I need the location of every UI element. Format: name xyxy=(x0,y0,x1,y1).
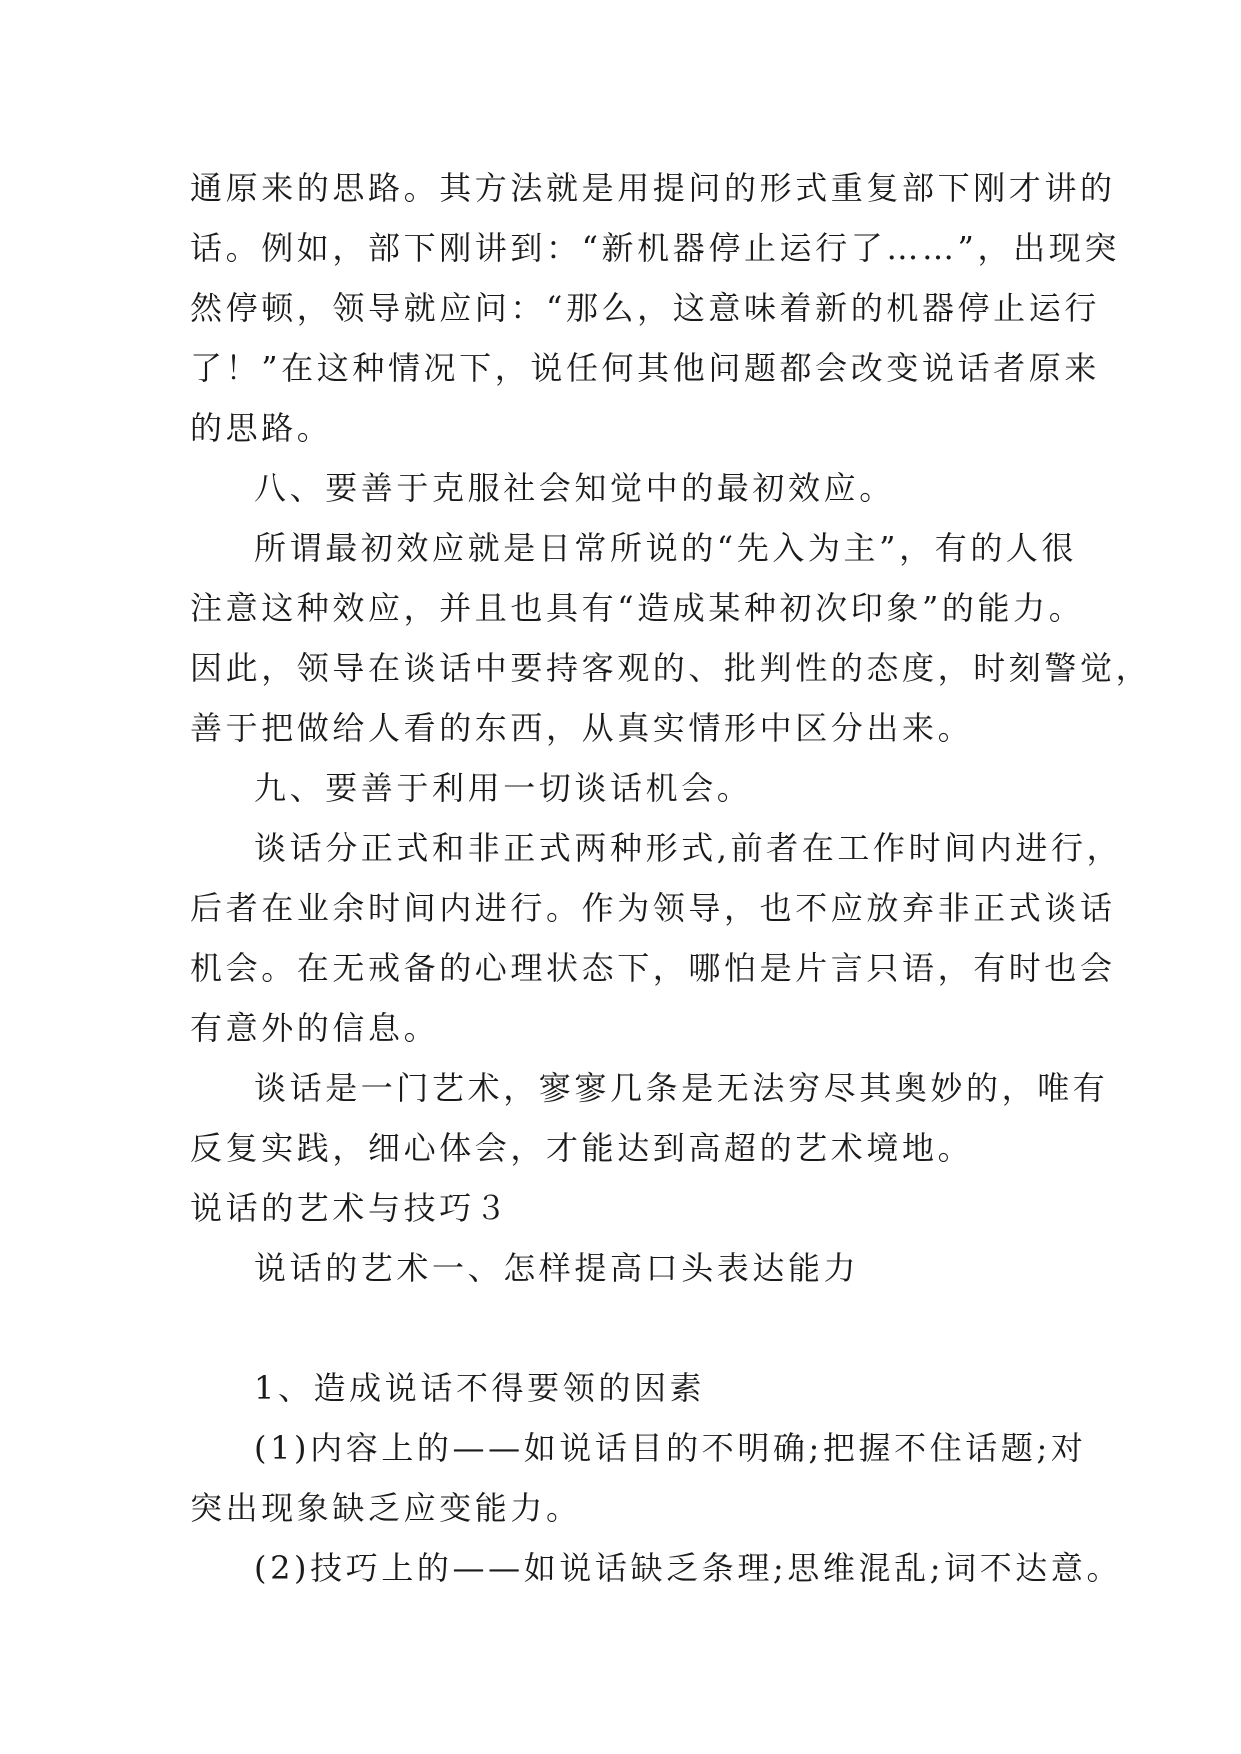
paragraph-line: 了！”在这种情况下，说任何其他问题都会改变说话者原来 xyxy=(190,349,1100,387)
paragraph-line: 突出现象缺乏应变能力。 xyxy=(190,1489,582,1527)
paragraph-line: 有意外的信息。 xyxy=(190,1009,440,1047)
section-heading: 八、要善于克服社会知觉中的最初效应。 xyxy=(254,469,895,507)
paragraph-line: 然停顿，领导就应问：“那么，这意味着新的机器停止运行 xyxy=(190,289,1100,327)
paragraph-line: 谈话是一门艺术，寥寥几条是无法穷尽其奥妙的，唯有 xyxy=(254,1069,1109,1107)
paragraph-line: 注意这种效应，并且也具有“造成某种初次印象”的能力。 xyxy=(190,589,1085,627)
paragraph-line: 后者在业余时间内进行。作为领导，也不应放弃非正式谈话 xyxy=(190,889,1116,927)
article-title: 说话的艺术与技巧３ xyxy=(190,1189,511,1227)
paragraph-line: 善于把做给人看的东西，从真实情形中区分出来。 xyxy=(190,709,974,747)
section-heading: 九、要善于利用一切谈话机会。 xyxy=(254,769,753,807)
paragraph-line: 通原来的思路。其方法就是用提问的形式重复部下刚才讲的 xyxy=(190,169,1116,207)
paragraph-line: (1)内容上的——如说话目的不明确;把握不住话题;对 xyxy=(254,1429,1087,1467)
paragraph-line: 所谓最初效应就是日常所说的“先入为主”，有的人很 xyxy=(254,529,1078,567)
paragraph-line: 谈话分正式和非正式两种形式,前者在工作时间内进行， xyxy=(254,829,1123,867)
paragraph-line: 机会。在无戒备的心理状态下，哪怕是片言只语，有时也会 xyxy=(190,949,1116,987)
document-body xyxy=(190,158,1152,1598)
paragraph-line: 反复实践，细心体会，才能达到高超的艺术境地。 xyxy=(190,1129,974,1167)
section-heading: 说话的艺术一、怎样提高口头表达能力 xyxy=(254,1249,860,1287)
paragraph-line: 的思路。 xyxy=(190,409,333,447)
blank-line xyxy=(190,1298,1070,1358)
paragraph-line: 话。例如，部下刚讲到：“新机器停止运行了……”，出现突 xyxy=(190,229,1120,267)
paragraph-line: (2)技巧上的——如说话缺乏条理;思维混乱;词不达意。 xyxy=(254,1549,1123,1587)
paragraph-line: 因此，领导在谈话中要持客观的、批判性的态度，时刻警觉， xyxy=(190,649,1152,687)
subsection-heading: 1、造成说话不得要领的因素 xyxy=(254,1369,706,1407)
